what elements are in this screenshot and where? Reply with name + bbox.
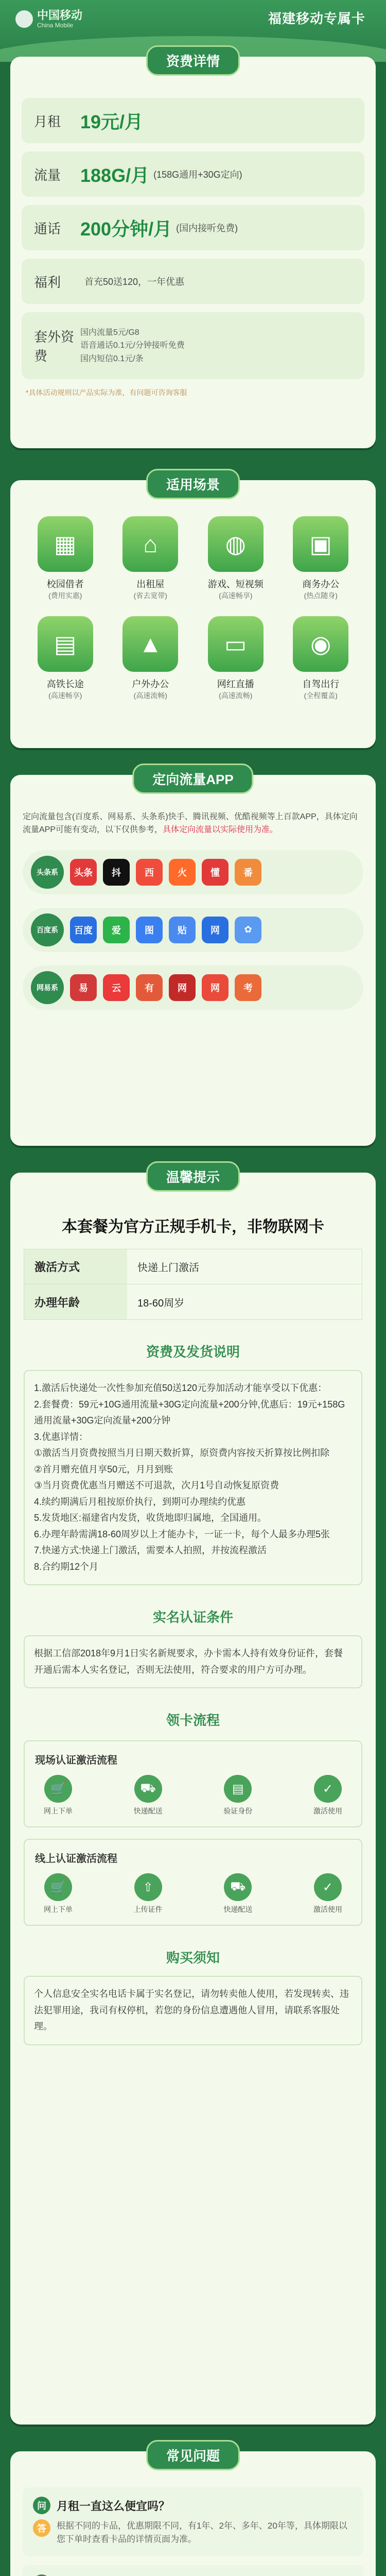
apps-desc-text: 定向流量包含(百度系、网易系、头条系)快手、腾讯视频、优酷视频等上百款APP，具体定向流量APP可能有变动，以下仅供参考，	[23, 812, 358, 834]
app-icon: 抖	[103, 859, 130, 886]
flow-step	[215, 1873, 261, 1914]
china-mobile-logo-icon	[15, 10, 33, 28]
app-icon: 图	[136, 917, 163, 943]
info-table	[24, 1249, 362, 1320]
check-icon: ✓	[314, 1775, 342, 1803]
app-icon: 火	[169, 859, 196, 886]
flow-step	[35, 1873, 81, 1914]
rules-text: 1.激活后快递处一次性参加充值50送120元券加活动才能享受以下优惠： 2.套餐费：59元+10G通用流量+30G定向流量+200分钟,优惠后：19元+158G通用流量+30G定向流量+200分钟 3.优惠详情： ①激活当月资费按照当月日期天数折算，原资费内容按天折算按比例扣除 ②首月赠充值月享50元，月月到账 ③当月资费优惠当月赠送不可退款，次月1号自动恢复原资费 4.续约期满后月租按原价执行，到期可办理续约优惠 5.发货地区:福建省内发货，收货地即归属地，全国通用。 6.办理年龄需满18-60周岁以上才能办卡，一证一卡，每个人最多办理5张 7.快递方式:快递上门激活，需要本人拍照，并按流程激活 8.合约期12个月	[24, 1370, 362, 1585]
flow-box-title: 现场认证激活流程	[35, 1755, 117, 1766]
fee-row	[22, 259, 364, 304]
page-title: 福建移动专属卡	[268, 11, 365, 26]
house-icon: ⌂	[122, 516, 178, 572]
faq-question	[33, 2497, 353, 2514]
tips-heading: 温馨提示	[146, 1161, 240, 1192]
extra-fee-label: 套外资费	[34, 329, 75, 364]
app-icon: 有	[136, 974, 163, 1001]
app-icon: 百度	[70, 917, 97, 943]
faq-answer	[33, 2519, 353, 2547]
auth-title: 实名认证条件	[152, 1609, 233, 1625]
scene-sub: (省去宽带)	[133, 591, 167, 600]
app-icon: 爱	[103, 917, 130, 943]
fee-label: 月租	[34, 113, 61, 129]
app-icon: 西	[136, 859, 163, 886]
scene-item	[23, 516, 108, 601]
scene-item	[278, 516, 364, 601]
scene-title: 高铁长途	[46, 679, 84, 689]
scene-item	[108, 616, 194, 701]
scene-title: 游戏、短视频	[207, 579, 264, 589]
apps-card	[10, 772, 376, 1146]
step-label: 快递配送	[223, 1905, 253, 1913]
fee-label: 福利	[34, 274, 61, 290]
briefcase-icon: ▣	[293, 516, 348, 572]
building-icon: ▦	[38, 516, 93, 572]
flow-box	[24, 1740, 362, 1827]
extra-fee-line: 语音通话0.1元/分钟接听免费	[80, 341, 185, 350]
fee-note: (158G通用+30G定向)	[153, 170, 242, 180]
app-row	[23, 850, 363, 894]
scene-title: 出租屋	[136, 579, 165, 589]
notice-text: 个人信息安全实名电话卡属于实名登记，请勿转卖他人使用，若发现转卖、违法犯罪用途，我司有权停机，若您的身份信息遭遇他人冒用，请联系客服处理。	[24, 1976, 362, 2045]
scene-title: 商务办公	[302, 579, 340, 589]
step-label: 验证身份	[223, 1807, 253, 1815]
app-row	[23, 965, 363, 1010]
app-group-tag: 百度系	[31, 913, 64, 946]
step-label: 激活使用	[313, 1905, 342, 1913]
step-label: 上传证件	[133, 1905, 163, 1913]
gamepad-icon: ◍	[208, 516, 264, 572]
table-row	[24, 1284, 362, 1319]
apps-heading: 定向流量APP	[132, 764, 253, 794]
flow-step	[125, 1775, 171, 1816]
tent-icon: ▲	[122, 616, 178, 672]
fee-value: 200分钟/月	[80, 218, 172, 240]
fee-details-heading: 资费详情	[146, 45, 240, 76]
app-icon: 易	[70, 974, 97, 1001]
flow-step	[215, 1775, 261, 1816]
scene-item	[23, 616, 108, 701]
upload-icon: ⇧	[134, 1873, 162, 1901]
brand-sub: China Mobile	[37, 22, 74, 29]
flow-step	[305, 1775, 351, 1816]
answer-text: 根据不同的卡品，优惠期限不同，有1年、2年、多年、20年等，具体期限以您下单时查看卡品的详情页面为准。	[57, 2521, 347, 2545]
cart-icon: 🛒	[44, 1873, 72, 1901]
scene-item	[193, 616, 278, 701]
answer-icon: 答	[33, 2519, 50, 2537]
table-key: 激活方式	[24, 1249, 127, 1284]
question-text: 月租一直这么便宜吗？	[57, 2499, 170, 2513]
fee-value: 188G/月	[80, 164, 150, 186]
extra-fee-lines	[80, 326, 185, 366]
faq-heading: 常见问题	[146, 2440, 240, 2470]
scenes-card	[10, 477, 376, 748]
fee-note: (国内接听免费)	[176, 223, 238, 233]
fee-note: 首充50送120，一年优惠	[84, 277, 185, 287]
truck-icon: ⛟	[134, 1775, 162, 1803]
fee-row	[22, 205, 364, 250]
app-icon: 考	[235, 974, 261, 1001]
scene-sub: (热点随身)	[304, 591, 338, 600]
table-value: 快递上门激活	[137, 1262, 199, 1274]
app-icon: 网	[169, 974, 196, 1001]
app-icon: 头条	[70, 859, 97, 886]
scene-sub: (高速流畅)	[219, 691, 253, 700]
scene-title: 校园借者	[46, 579, 84, 589]
app-icon: ✿	[235, 917, 261, 943]
app-icon: 番	[235, 859, 261, 886]
notice-title: 购买须知	[166, 1950, 220, 1965]
flow-step	[305, 1873, 351, 1914]
app-icon: 网	[202, 974, 229, 1001]
apps-description	[23, 811, 363, 837]
scene-title: 户外办公	[132, 679, 169, 689]
app-group-tag: 头条系	[31, 856, 64, 889]
extra-fee-row	[22, 312, 364, 379]
app-group-tag: 网易系	[31, 971, 64, 1004]
faq-card	[10, 2448, 376, 2576]
check-icon: ✓	[314, 1873, 342, 1901]
app-icon: 网	[202, 917, 229, 943]
scene-item	[193, 516, 278, 601]
extra-fee-line: 国内流量5元/G8	[80, 328, 139, 337]
tips-title: 本套餐为官方正规手机卡，非物联网卡	[62, 1218, 324, 1235]
fee-label: 流量	[34, 167, 61, 183]
scene-sub: (高速流畅)	[133, 691, 167, 700]
scene-item	[108, 516, 194, 601]
step-label: 激活使用	[313, 1807, 342, 1815]
extra-fee-line: 国内短信0.1元/条	[80, 354, 144, 363]
app-icon: 贴	[169, 917, 196, 943]
step-label: 网上下单	[44, 1807, 73, 1815]
flow-steps	[35, 1775, 351, 1816]
auth-text: 根据工信部2018年9月1日实名新规要求，办卡需本人持有效身份证件，套餐开通后需本人实名登记，否则无法使用，符合要求的用户方可办理。	[24, 1635, 362, 1688]
car-icon: ◉	[293, 616, 348, 672]
scene-sub: (全程覆盖)	[304, 691, 338, 700]
step-label: 网上下单	[44, 1905, 73, 1913]
scene-title: 自驾出行	[302, 679, 340, 689]
scene-title: 网红直播	[217, 679, 254, 689]
apps-desc-highlight: 具体定向流量以实际使用为准。	[163, 825, 278, 834]
table-key: 办理年龄	[24, 1284, 127, 1319]
flow-steps	[35, 1873, 351, 1914]
table-row	[24, 1249, 362, 1284]
fee-details-card	[10, 54, 376, 448]
flow-box-title: 线上认证激活流程	[35, 1853, 117, 1865]
fee-row	[22, 98, 364, 143]
train-icon: ▤	[38, 616, 93, 672]
cart-icon: 🛒	[44, 1775, 72, 1803]
step-label: 快递配送	[133, 1807, 163, 1815]
id-icon: ▤	[224, 1775, 252, 1803]
scenes-heading: 适用场景	[146, 469, 240, 499]
flow-step	[35, 1775, 81, 1816]
app-row	[23, 908, 363, 952]
app-icon: 懂	[202, 859, 229, 886]
tips-card	[10, 1170, 376, 2425]
fee-row	[22, 151, 364, 197]
flow-title: 领卡流程	[166, 1713, 220, 1728]
scene-sub: (高速畅享)	[219, 591, 253, 600]
scene-grid	[23, 516, 363, 701]
faq-item[interactable]	[23, 2565, 363, 2576]
scene-sub: (费用实惠)	[48, 591, 82, 600]
flow-step	[125, 1873, 171, 1914]
fee-label: 通话	[34, 221, 61, 236]
brand-logo	[15, 9, 82, 29]
scene-sub: (高速畅享)	[48, 691, 82, 700]
question-icon: 问	[33, 2497, 50, 2514]
tv-icon: ▭	[208, 616, 264, 672]
truck-icon: ⛟	[224, 1873, 252, 1901]
table-value: 18-60周岁	[137, 1297, 185, 1309]
app-icon: 云	[103, 974, 130, 1001]
fee-footnote: *具体活动规则以产品实际为准，有问题可咨询客服	[26, 388, 187, 397]
scene-item	[278, 616, 364, 701]
fee-value: 19元/月	[80, 111, 144, 132]
brand-name: 中国移动	[37, 9, 83, 22]
rules-title: 资费及发货说明	[146, 1344, 240, 1360]
flow-box	[24, 1839, 362, 1926]
faq-item[interactable]	[23, 2487, 363, 2556]
